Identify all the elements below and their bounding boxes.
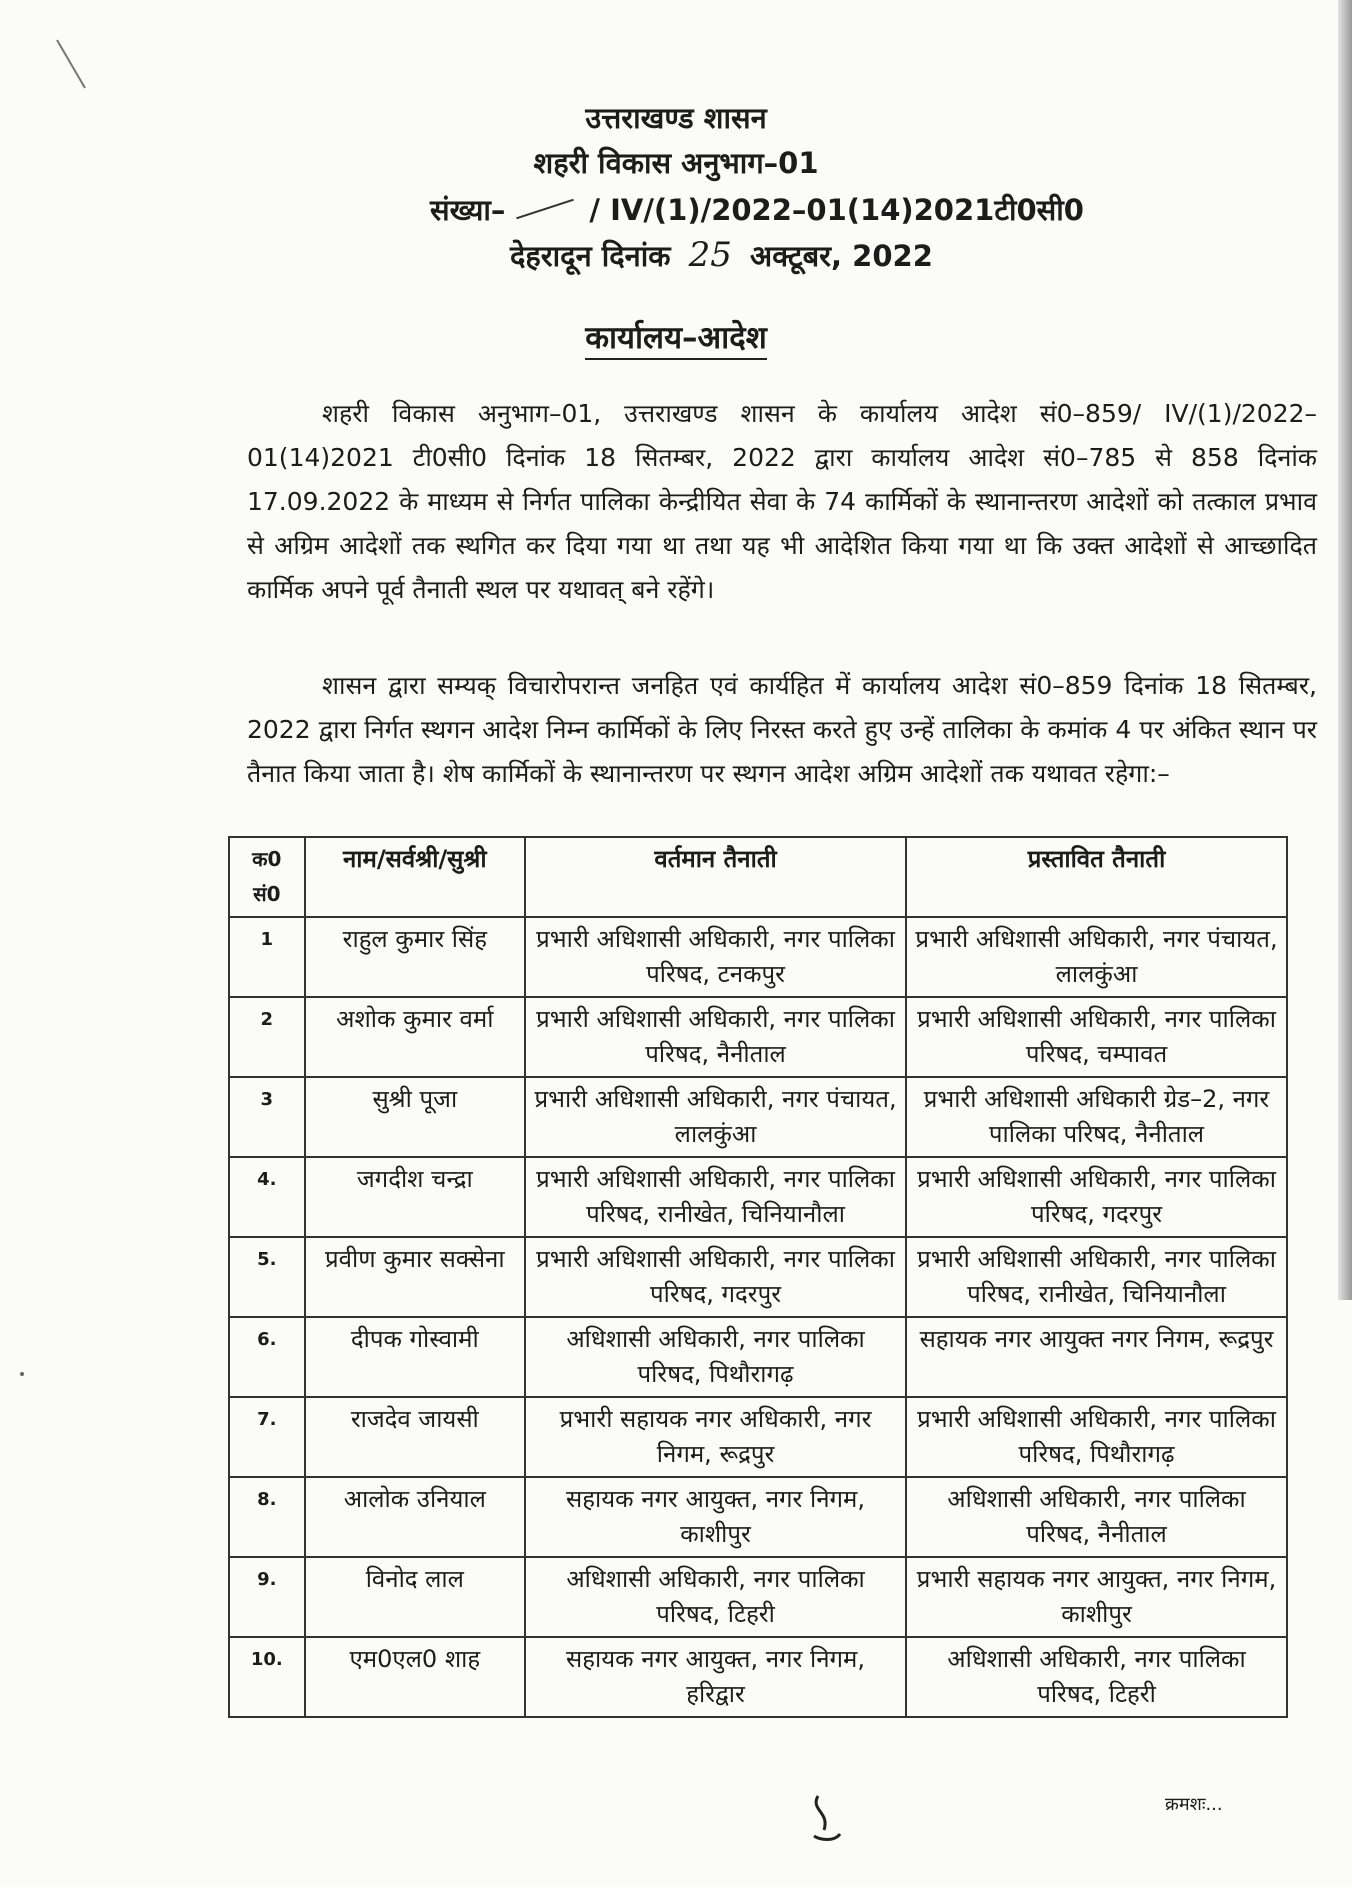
row-serial: 3 <box>229 1077 305 1157</box>
row-name: सुश्री पूजा <box>305 1077 526 1157</box>
row-name: विनोद लाल <box>305 1557 526 1637</box>
col-proposed-posting: प्रस्तावित तैनाती <box>906 837 1287 917</box>
row-current: अधिशासी अधिकारी, नगर पालिका परिषद, पिथौरागढ़ <box>525 1317 906 1397</box>
row-name: अशोक कुमार वर्मा <box>305 997 526 1077</box>
row-serial: 5. <box>229 1237 305 1317</box>
row-proposed: प्रभारी अधिशासी अधिकारी, नगर पंचायत, लालकुंआ <box>906 917 1287 997</box>
row-name: जगदीश चन्द्रा <box>305 1157 526 1237</box>
col-name: नाम/सर्वश्री/सुश्री <box>305 837 526 917</box>
scan-speck <box>20 1372 24 1376</box>
table-row <box>229 917 1287 997</box>
col-current-posting: वर्तमान तैनाती <box>525 837 906 917</box>
table-row <box>229 1477 1287 1557</box>
row-serial: 2 <box>229 997 305 1077</box>
row-serial: 10. <box>229 1637 305 1717</box>
row-name: प्रवीण कुमार सक्सेना <box>305 1237 526 1317</box>
handwritten-blank-line <box>517 199 575 219</box>
row-current: प्रभारी अधिशासी अधिकारी, नगर पंचायत, लालकुंआ <box>525 1077 906 1157</box>
row-current: सहायक नगर आयुक्त, नगर निगम, काशीपुर <box>525 1477 906 1557</box>
row-current: प्रभारी अधिशासी अधिकारी, नगर पालिका परिषद, नैनीताल <box>525 997 906 1077</box>
row-proposed: अधिशासी अधिकारी, नगर पालिका परिषद, टिहरी <box>906 1637 1287 1717</box>
signature-mark-icon <box>800 1790 850 1850</box>
row-proposed: प्रभारी अधिशासी अधिकारी ग्रेड–2, नगर पालिका परिषद, नैनीताल <box>906 1077 1287 1157</box>
order-number <box>430 190 1084 229</box>
government-heading: उत्तराखण्ड शासन <box>585 101 767 135</box>
row-serial: 6. <box>229 1317 305 1397</box>
row-proposed: प्रभारी अधिशासी अधिकारी, नगर पालिका परिषद, पिथौरागढ़ <box>906 1397 1287 1477</box>
row-current: प्रभारी अधिशासी अधिकारी, नगर पालिका परिषद, गदरपुर <box>525 1237 906 1317</box>
row-current: प्रभारी अधिशासी अधिकारी, नगर पालिका परिषद, रानीखेत, चिनियानौला <box>525 1157 906 1237</box>
order-number-label: संख्या– <box>430 193 506 227</box>
row-serial: 8. <box>229 1477 305 1557</box>
date-day-handwritten: 25 <box>688 235 732 275</box>
table-row <box>229 1317 1287 1397</box>
table-row <box>229 997 1287 1077</box>
row-serial: 4. <box>229 1157 305 1237</box>
row-name: आलोक उनियाल <box>305 1477 526 1557</box>
date-suffix: अक्टूबर, 2022 <box>750 239 933 273</box>
row-serial: 7. <box>229 1397 305 1477</box>
table-row <box>229 1557 1287 1637</box>
paragraph-1: शहरी विकास अनुभाग–01, उत्तराखण्ड शासन के कार्यालय आदेश सं0–859/ IV/(1)/2022–01(14)2021 टी0सी0 दिनांक 18 सितम्बर, 2022 द्वारा कार्यालय आदेश सं0–785 से 858 दिनांक 17.09.2022 के माध्यम से निर्गत पालिका केन्द्रीयित सेवा के 74 कार्मिकों के स्थानान्तरण आदेशों को तत्काल प्रभाव से अग्रिम आदेशों तक स्थगित कर दिया गया था तथा यह भी आदेशित किया गया था कि उक्त आदेशों से आच्छादित कार्मिक अपने पूर्व तैनाती स्थल पर यथावत् बने रहेंगे। <box>247 399 1317 604</box>
row-proposed: प्रभारी सहायक नगर आयुक्त, नगर निगम, काशीपुर <box>906 1557 1287 1637</box>
order-date <box>510 235 933 275</box>
table-row <box>229 1397 1287 1477</box>
col-serial: क0 सं0 <box>229 837 305 917</box>
page-edge-shadow <box>1338 0 1352 1300</box>
order-number-value: / IV/(1)/2022–01(14)2021टी0सी0 <box>589 193 1084 227</box>
row-serial: 1 <box>229 917 305 997</box>
row-proposed: प्रभारी अधिशासी अधिकारी, नगर पालिका परिषद, गदरपुर <box>906 1157 1287 1237</box>
row-name: दीपक गोस्वामी <box>305 1317 526 1397</box>
row-name: राहुल कुमार सिंह <box>305 917 526 997</box>
table-row <box>229 1077 1287 1157</box>
table-header-row <box>229 837 1287 917</box>
continued-marker: क्रमशः... <box>1165 1794 1223 1815</box>
row-serial: 9. <box>229 1557 305 1637</box>
transfer-table <box>228 836 1288 1718</box>
row-proposed: अधिशासी अधिकारी, नगर पालिका परिषद, नैनीताल <box>906 1477 1287 1557</box>
table-row <box>229 1157 1287 1237</box>
paragraph-2: शासन द्वारा सम्यक् विचारोपरान्त जनहित एवं कार्यहित में कार्यालय आदेश सं0–859 दिनांक 18 सितम्बर, 2022 द्वारा निर्गत स्थगन आदेश निम्न कार्मिकों के लिए निरस्त करते हुए उन्हें तालिका के कमांक 4 पर अंकित स्थान पर तैनात किया जाता है। शेष कार्मिकों के स्थानान्तरण पर स्थगन आदेश अग्रिम आदेशों तक यथावत रहेगा:– <box>247 671 1317 788</box>
document-title: कार्यालय–आदेश <box>0 316 1352 358</box>
section-heading: शहरी विकास अनुभाग–01 <box>533 146 819 180</box>
row-name: एम0एल0 शाह <box>305 1637 526 1717</box>
row-current: अधिशासी अधिकारी, नगर पालिका परिषद, टिहरी <box>525 1557 906 1637</box>
row-proposed: सहायक नगर आयुक्त नगर निगम, रूद्रपुर <box>906 1317 1287 1397</box>
row-name: राजदेव जायसी <box>305 1397 526 1477</box>
row-current: प्रभारी अधिशासी अधिकारी, नगर पालिका परिषद, टनकपुर <box>525 917 906 997</box>
date-prefix: देहरादून दिनांक <box>510 239 671 273</box>
table-row <box>229 1237 1287 1317</box>
row-current: प्रभारी सहायक नगर अधिकारी, नगर निगम, रूद्रपुर <box>525 1397 906 1477</box>
row-proposed: प्रभारी अधिशासी अधिकारी, नगर पालिका परिषद, चम्पावत <box>906 997 1287 1077</box>
row-current: सहायक नगर आयुक्त, नगर निगम, हरिद्वार <box>525 1637 906 1717</box>
row-proposed: प्रभारी अधिशासी अधिकारी, नगर पालिका परिषद, रानीखेत, चिनियानौला <box>906 1237 1287 1317</box>
table-row <box>229 1637 1287 1717</box>
pen-mark-icon <box>55 38 95 98</box>
